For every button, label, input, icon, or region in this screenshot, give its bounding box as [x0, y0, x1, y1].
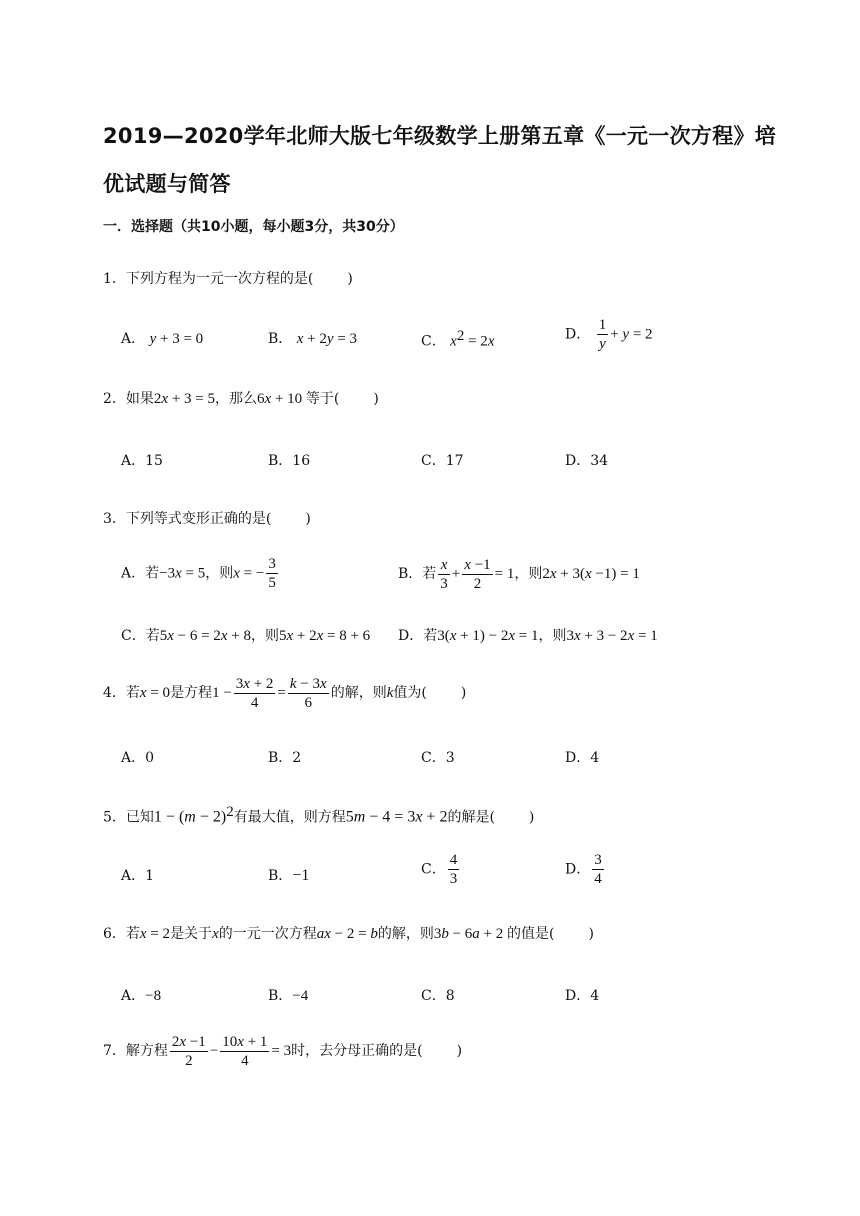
question-3: 3．下列等式变形正确的是( )	[103, 511, 311, 527]
question-1-option-b: B． x + 2y = 3	[268, 331, 358, 347]
question-4: 4．若x = 0是方程1 − $\frac{3x + 2}{4}$ = $\frac{k - 3x}{6}$ 的解，则k值为( )	[103, 676, 467, 711]
question-3-option-a: A．若−3x = 5，则x = − $\frac{3}{5}$	[121, 556, 276, 591]
question-4-option-a: A．0	[121, 750, 155, 766]
document-title: 2019—2020学年北师大版七年级数学上册第五章《一元一次方程》培优试题与简答	[103, 124, 777, 196]
section-heading: 一．选择题（共10小题，每小题3分，共30分）	[103, 219, 404, 235]
question-6-option-a: A．−8	[121, 988, 162, 1004]
question-5-option-b: B．−1	[268, 867, 310, 884]
question-2-option-b: B．16	[268, 453, 311, 469]
question-6-option-c: C．8	[421, 988, 455, 1004]
question-3-option-d: D．若3(x + 1) − 2x = 1，则3x + 3 − 2x = 1	[398, 628, 658, 644]
question-4-option-c: C．3	[421, 750, 455, 766]
question-6-option-b: B．−4	[268, 988, 309, 1004]
question-2-option-c: C．17	[421, 453, 464, 469]
question-7: 7．解方程 $\frac{2x -1}{2}$ − $\frac{10x + 1}{4}$ = 3时，去分母正确的是( )	[103, 1034, 463, 1069]
question-5-option-c: C． $\frac{4}{3}$	[421, 852, 458, 887]
question-1-option-a: A． y + 3 = 0	[121, 331, 204, 347]
question-4-option-b: B．2	[268, 750, 302, 766]
question-4-option-d: D．4	[565, 750, 600, 766]
question-3-option-c: C．若5x − 6 = 2x + 8，则5x + 2x = 8 + 6	[121, 628, 371, 644]
question-5-option-a: A．1	[121, 868, 155, 884]
question-2-option-a: A．15	[121, 453, 163, 469]
question-5: 5．已知$1 - (m - 2)^2$有最大值，则方程5m − 4 = 3x + 2的解是( )	[103, 804, 535, 826]
question-2-option-d: D．34	[565, 453, 609, 469]
question-3-option-b: B．若 $\frac{x}{3}$ + $\frac{x -1}{2}$ = 1，则2x + 3(x −1) = 1	[398, 556, 640, 592]
question-1-option-c: C． $x^2 = 2x$	[421, 328, 495, 350]
question-6-option-d: D．4	[565, 988, 600, 1004]
question-2: 2．如果2x + 3 = 5，那么6x + 10 等于( )	[103, 391, 379, 407]
question-1: 1．下列方程为一元一次方程的是( )	[103, 271, 353, 287]
question-5-option-d: D． $\frac{3}{4}$	[565, 852, 602, 887]
question-1-option-d: D． $\frac{1}{y}$ + y = 2	[565, 317, 653, 352]
question-1-stem: 1．下列方程为一元一次方程的是(	[103, 271, 314, 287]
question-6: 6．若x = 2是关于x的一元一次方程ax − 2 = b的解，则3b − 6a + 2 的值是( )	[103, 926, 594, 942]
